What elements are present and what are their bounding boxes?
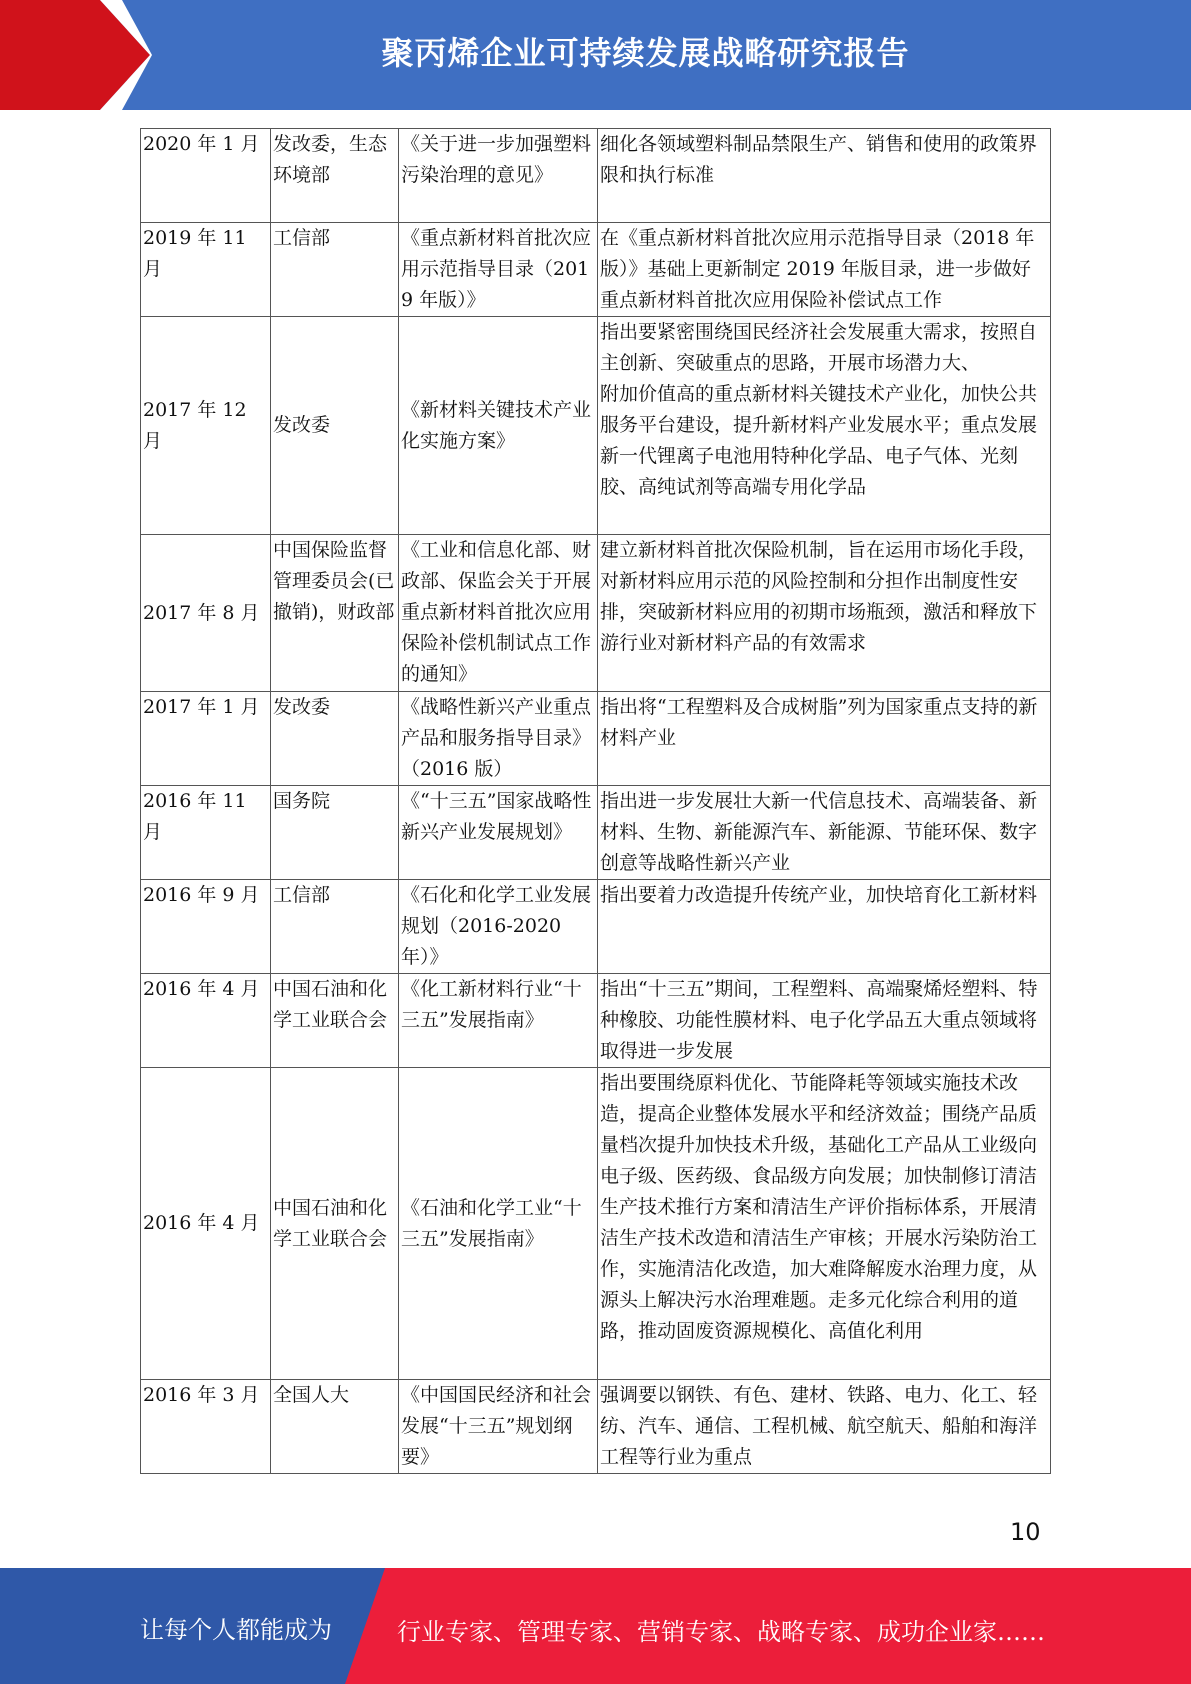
agency-cell: 全国人大 <box>271 1380 399 1474</box>
content-cell: 细化各领域塑料制品禁限生产、销售和使用的政策界限和执行标准 <box>598 129 1051 223</box>
date-cell: 2020 年 1 月 <box>141 129 271 223</box>
table-row <box>141 129 1051 223</box>
date-cell: 2017 年 1 月 <box>141 692 271 786</box>
document-cell: 《工业和信息化部、财政部、保监会关于开展重点新材料首批次应用保险补偿机制试点工作的通知》 <box>399 535 598 692</box>
agency-cell: 工信部 <box>271 880 399 974</box>
date-cell: 2016 年 3 月 <box>141 1380 271 1474</box>
date-cell: 2016 年 11 月 <box>141 786 271 880</box>
document-cell: 《石化和化学工业发展规划（2016-2020 年）》 <box>399 880 598 974</box>
footer-slogan-right: 行业专家、管理专家、营销专家、战略专家、成功企业家…… <box>397 1618 1045 1646</box>
content-cell: 指出将“工程塑料及合成树脂”列为国家重点支持的新材料产业 <box>598 692 1051 786</box>
content-cell: 指出要紧密围绕国民经济社会发展重大需求，按照自主创新、突破重点的思路，开展市场潜力大、 附加价值高的重点新材料关键技术产业化，加快公共服务平台建设，提升新材料产业发展水平；重点发展新一代锂离子电池用特种化学品、电子气体、光刻胶、高纯试剂等高端专用化学品 <box>598 317 1051 535</box>
page-number: 10 <box>1010 1518 1041 1546</box>
agency-cell: 国务院 <box>271 786 399 880</box>
table-row <box>141 223 1051 317</box>
document-cell: 《新材料关键技术产业化实施方案》 <box>399 317 598 535</box>
table-row <box>141 1380 1051 1474</box>
agency-cell: 发改委，生态 环境部 <box>271 129 399 223</box>
table-row <box>141 317 1051 535</box>
agency-cell: 中国石油和化学工业联合会 <box>271 974 399 1068</box>
document-cell: 《化工新材料行业“十三五”发展指南》 <box>399 974 598 1068</box>
footer-slogan-left: 让每个人都能成为 <box>140 1616 332 1644</box>
content-cell: 指出“十三五”期间，工程塑料、高端聚烯烃塑料、特种橡胶、功能性膜材料、电子化学品五大重点领域将取得进一步发展 <box>598 974 1051 1068</box>
content-cell: 建立新材料首批次保险机制，旨在运用市场化手段，对新材料应用示范的风险控制和分担作出制度性安排，突破新材料应用的初期市场瓶颈，激活和释放下游行业对新材料产品的有效需求 <box>598 535 1051 692</box>
agency-cell: 工信部 <box>271 223 399 317</box>
agency-cell: 中国石油和化学工业联合会 <box>271 1068 399 1380</box>
date-cell: 2017 年 8 月 <box>141 535 271 692</box>
date-cell: 2016 年 4 月 <box>141 974 271 1068</box>
agency-cell: 发改委 <box>271 317 399 535</box>
content-cell: 在《重点新材料首批次应用示范指导目录（2018 年版）》基础上更新制定 2019 年版目录，进一步做好重点新材料首批次应用保险补偿试点工作 <box>598 223 1051 317</box>
document-cell: 《石油和化学工业“十三五”发展指南》 <box>399 1068 598 1380</box>
date-cell: 2016 年 9 月 <box>141 880 271 974</box>
date-cell: 2019 年 11 月 <box>141 223 271 317</box>
table-row <box>141 535 1051 692</box>
table-row <box>141 692 1051 786</box>
content-cell: 指出要围绕原料优化、节能降耗等领域实施技术改造，提高企业整体发展水平和经济效益；围绕产品质量档次提升加快技术升级，基础化工产品从工业级向电子级、医药级、食品级方向发展；加快制修订清洁生产技术推行方案和清洁生产评价指标体系，开展清洁生产技术改造和清洁生产审核；开展水污染防治工作，实施清洁化改造，加大难降解废水治理力度，从源头上解决污水治理难题。走多元化综合利用的道路，推动固废资源规模化、高值化利用 <box>598 1068 1051 1380</box>
document-cell: 《关于进一步加强塑料污染治理的意见》 <box>399 129 598 223</box>
content-cell: 强调要以钢铁、有色、建材、铁路、电力、化工、轻纺、汽车、通信、工程机械、航空航天、船舶和海洋工程等行业为重点 <box>598 1380 1051 1474</box>
document-cell: 《战略性新兴产业重点产品和服务指导目录》（2016 版） <box>399 692 598 786</box>
policy-table <box>140 128 1051 1474</box>
date-cell: 2017 年 12 月 <box>141 317 271 535</box>
date-cell: 2016 年 4 月 <box>141 1068 271 1380</box>
table-row <box>141 974 1051 1068</box>
content-cell: 指出要着力改造提升传统产业，加快培育化工新材料 <box>598 880 1051 974</box>
content-cell: 指出进一步发展壮大新一代信息技术、高端装备、新材料、生物、新能源汽车、新能源、节能环保、数字创意等战略性新兴产业 <box>598 786 1051 880</box>
agency-cell: 中国保险监督管理委员会(已撤销)，财政部 <box>271 535 399 692</box>
document-cell: 《“十三五”国家战略性新兴产业发展规划》 <box>399 786 598 880</box>
table-row <box>141 880 1051 974</box>
agency-cell: 发改委 <box>271 692 399 786</box>
page-header <box>0 0 1191 110</box>
table-row <box>141 786 1051 880</box>
document-cell: 《中国国民经济和社会发展“十三五”规划纲要》 <box>399 1380 598 1474</box>
document-cell: 《重点新材料首批次应用示范指导目录（2019 年版）》 <box>399 223 598 317</box>
report-title: 聚丙烯企业可持续发展战略研究报告 <box>381 34 910 72</box>
table-row <box>141 1068 1051 1380</box>
page-footer <box>0 1568 1191 1684</box>
